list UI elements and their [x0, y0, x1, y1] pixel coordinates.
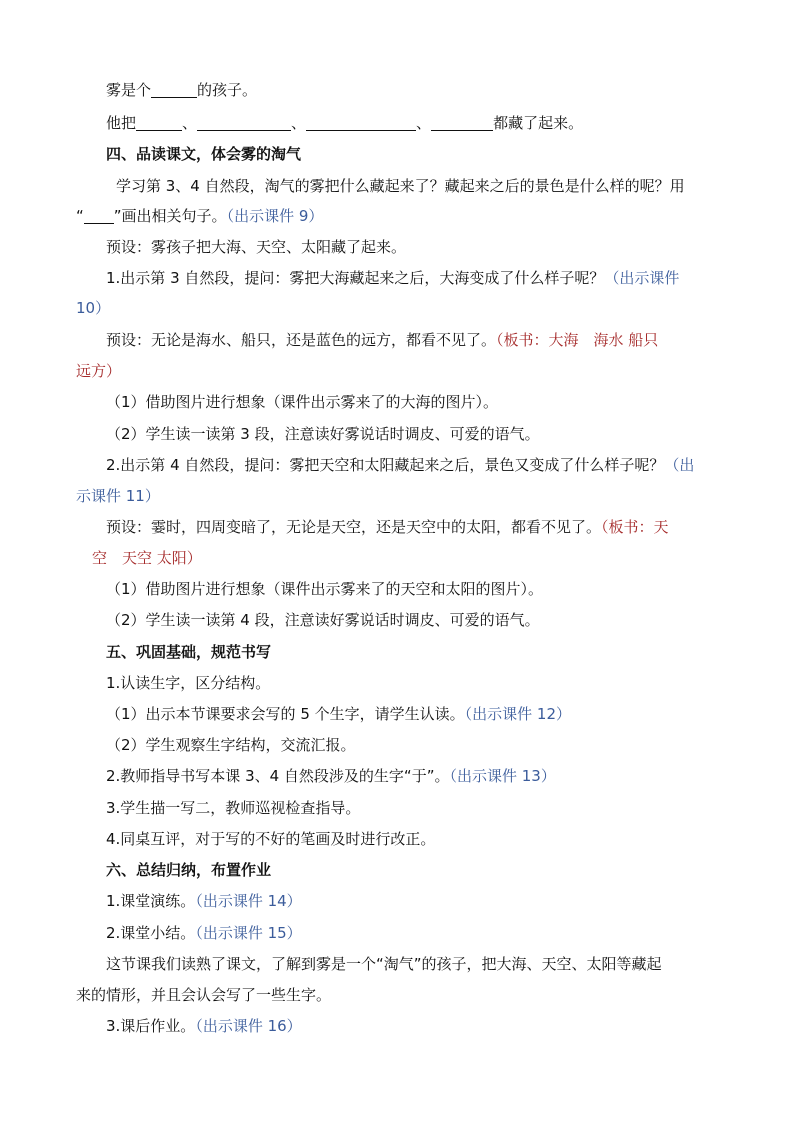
paragraph: “ ”画出相关句子。（出示课件 9）: [76, 207, 324, 225]
paragraph: 这节课我们读熟了课文，了解到雾是一个“淘气”的孩子，把大海、天空、太阳等藏起: [106, 955, 662, 973]
courseware-reference: （出示课件 13）: [449, 767, 556, 785]
paragraph: 1.出示第 3 自然段，提问：雾把大海藏起来之后，大海变成了什么样子呢？（出示课件: [106, 269, 680, 287]
answer-blank[interactable]: [431, 114, 493, 131]
board-note: （板书：天: [601, 518, 669, 536]
paragraph: （2）学生观察生字结构，交流汇报。: [106, 736, 356, 754]
section-heading-6: 六、总结归纳，布置作业: [106, 861, 272, 879]
courseware-reference: 示课件 11）: [76, 487, 160, 505]
courseware-reference: （出: [664, 456, 695, 474]
section-heading-4: 四、品读课文，体会雾的淘气: [106, 145, 302, 163]
paragraph: 预设：霎时，四周变暗了，无论是天空，还是天空中的太阳，都看不见了。（板书：天: [106, 518, 669, 536]
paragraph: 预设：雾孩子把大海、天空、太阳藏了起来。: [106, 238, 407, 256]
paragraph: 2.教师指导书写本课 3、4 自然段涉及的生字“于”。（出示课件 13）: [106, 767, 556, 785]
answer-blank[interactable]: [306, 114, 416, 131]
fill-blank-line-2: 他把 、 、 、 都藏了起来。: [106, 114, 584, 132]
paragraph: （2）学生读一读第 4 段，注意读好雾说话时调皮、可爱的语气。: [106, 611, 540, 629]
paragraph: 1.课堂演练。（出示课件 14）: [106, 892, 302, 910]
paragraph: 4.同桌互评，对于写的不好的笔画及时进行改正。: [106, 830, 436, 848]
paragraph: （1）出示本节课要求会写的 5 个生字，请学生认读。（出示课件 12）: [106, 705, 571, 723]
paragraph: 学习第 3、4 自然段，淘气的雾把什么藏起来了？藏起来之后的景色是什么样的呢？用: [116, 177, 685, 195]
paragraph: （1）借助图片进行想象（课件出示雾来了的大海的图片）。: [106, 393, 499, 411]
courseware-reference: （出示课件 12）: [464, 705, 571, 723]
answer-blank[interactable]: [136, 114, 182, 131]
board-note: 远方）: [76, 362, 122, 380]
courseware-reference: （出示课件 9）: [226, 207, 324, 225]
paragraph: 3.课后作业。（出示课件 16）: [106, 1017, 302, 1035]
paragraph: 1.认读生字，区分结构。: [106, 674, 271, 692]
courseware-reference: （出示课件 15）: [195, 924, 302, 942]
paragraph: （1）借助图片进行想象（课件出示雾来了的天空和太阳的图片）。: [106, 580, 544, 598]
answer-blank[interactable]: [197, 114, 291, 131]
courseware-reference: 10）: [76, 299, 111, 317]
board-note: 空 天空 太阳）: [92, 549, 202, 567]
paragraph: 2.课堂小结。（出示课件 15）: [106, 924, 302, 942]
paragraph: 预设：无论是海水、船只，还是蓝色的远方，都看不见了。（板书：大海 海水 船只: [106, 331, 659, 349]
section-heading-5: 五、巩固基础，规范书写: [106, 643, 272, 661]
courseware-reference: （出示课件: [604, 269, 680, 287]
underline-mark: [84, 207, 114, 224]
fill-blank-line-1: 雾是个 的孩子。: [106, 81, 258, 99]
courseware-reference: （出示课件 16）: [195, 1017, 302, 1035]
paragraph: 来的情形，并且会认会写了一些生字。: [76, 986, 332, 1004]
paragraph: （2）学生读一读第 3 段，注意读好雾说话时调皮、可爱的语气。: [106, 425, 540, 443]
paragraph: 2.出示第 4 自然段，提问：雾把天空和太阳藏起来之后，景色又变成了什么样子呢？（出: [106, 456, 695, 474]
courseware-reference: （出示课件 14）: [195, 892, 302, 910]
answer-blank[interactable]: [151, 81, 197, 98]
board-note: （板书：大海 海水 船只: [496, 331, 659, 349]
paragraph: 3.学生描一写二，教师巡视检查指导。: [106, 799, 361, 817]
